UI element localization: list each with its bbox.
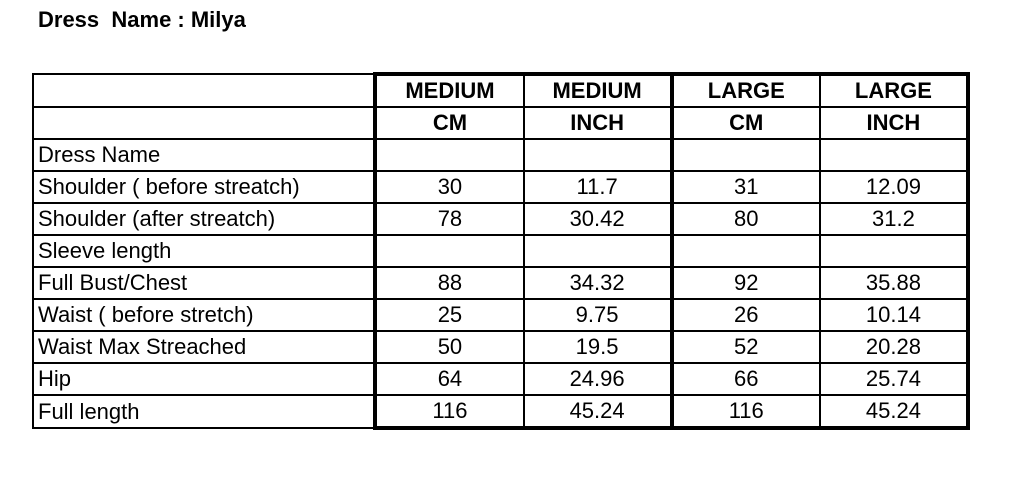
header-corner-cell	[33, 74, 375, 107]
table-row	[33, 139, 968, 171]
value-cell	[375, 139, 523, 171]
value-cell: 31.2	[820, 203, 968, 235]
value-cell: 26	[672, 299, 820, 331]
value-cell: 9.75	[524, 299, 672, 331]
value-cell: 80	[672, 203, 820, 235]
value-cell: 116	[672, 395, 820, 428]
value-cell: 45.24	[820, 395, 968, 428]
value-cell: 31	[672, 171, 820, 203]
value-cell: 12.09	[820, 171, 968, 203]
table-row	[33, 267, 968, 299]
row-label-cell: Full length	[33, 395, 375, 428]
value-cell: 88	[375, 267, 523, 299]
value-cell: 30.42	[524, 203, 672, 235]
row-label-cell: Shoulder (after streatch)	[33, 203, 375, 235]
table-row	[33, 331, 968, 363]
row-label-cell: Waist ( before stretch)	[33, 299, 375, 331]
value-cell: 10.14	[820, 299, 968, 331]
column-header-cell: MEDIUM	[375, 74, 523, 107]
value-cell: 50	[375, 331, 523, 363]
value-cell: 25.74	[820, 363, 968, 395]
row-label-cell: Shoulder ( before streatch)	[33, 171, 375, 203]
value-cell	[820, 235, 968, 267]
column-header-cell: CM	[375, 107, 523, 139]
table-row	[33, 171, 968, 203]
value-cell: 19.5	[524, 331, 672, 363]
value-cell: 30	[375, 171, 523, 203]
column-header-cell: CM	[672, 107, 820, 139]
value-cell: 64	[375, 363, 523, 395]
value-cell: 11.7	[524, 171, 672, 203]
document-title: Dress Name : Milya	[38, 7, 246, 32]
column-header-cell: INCH	[524, 107, 672, 139]
value-cell	[820, 139, 968, 171]
row-label-cell: Sleeve length	[33, 235, 375, 267]
value-cell: 25	[375, 299, 523, 331]
column-header-cell: LARGE	[672, 74, 820, 107]
column-header-cell: INCH	[820, 107, 968, 139]
header-corner-cell	[33, 107, 375, 139]
value-cell: 92	[672, 267, 820, 299]
row-label-cell: Dress Name	[33, 139, 375, 171]
table-row	[33, 299, 968, 331]
value-cell: 116	[375, 395, 523, 428]
header-row	[33, 74, 968, 107]
table-row	[33, 235, 968, 267]
table-row	[33, 395, 968, 428]
value-cell	[524, 139, 672, 171]
table-row	[33, 363, 968, 395]
row-label-cell: Full Bust/Chest	[33, 267, 375, 299]
value-cell: 34.32	[524, 267, 672, 299]
value-cell: 66	[672, 363, 820, 395]
value-cell	[672, 235, 820, 267]
value-cell: 45.24	[524, 395, 672, 428]
value-cell: 35.88	[820, 267, 968, 299]
row-label-cell: Waist Max Streached	[33, 331, 375, 363]
table-row	[33, 203, 968, 235]
value-cell: 24.96	[524, 363, 672, 395]
column-header-cell: LARGE	[820, 74, 968, 107]
size-chart-table	[32, 72, 970, 430]
value-cell	[672, 139, 820, 171]
row-label-cell: Hip	[33, 363, 375, 395]
value-cell	[375, 235, 523, 267]
header-row	[33, 107, 968, 139]
value-cell: 20.28	[820, 331, 968, 363]
value-cell	[524, 235, 672, 267]
value-cell: 52	[672, 331, 820, 363]
value-cell: 78	[375, 203, 523, 235]
column-header-cell: MEDIUM	[524, 74, 672, 107]
